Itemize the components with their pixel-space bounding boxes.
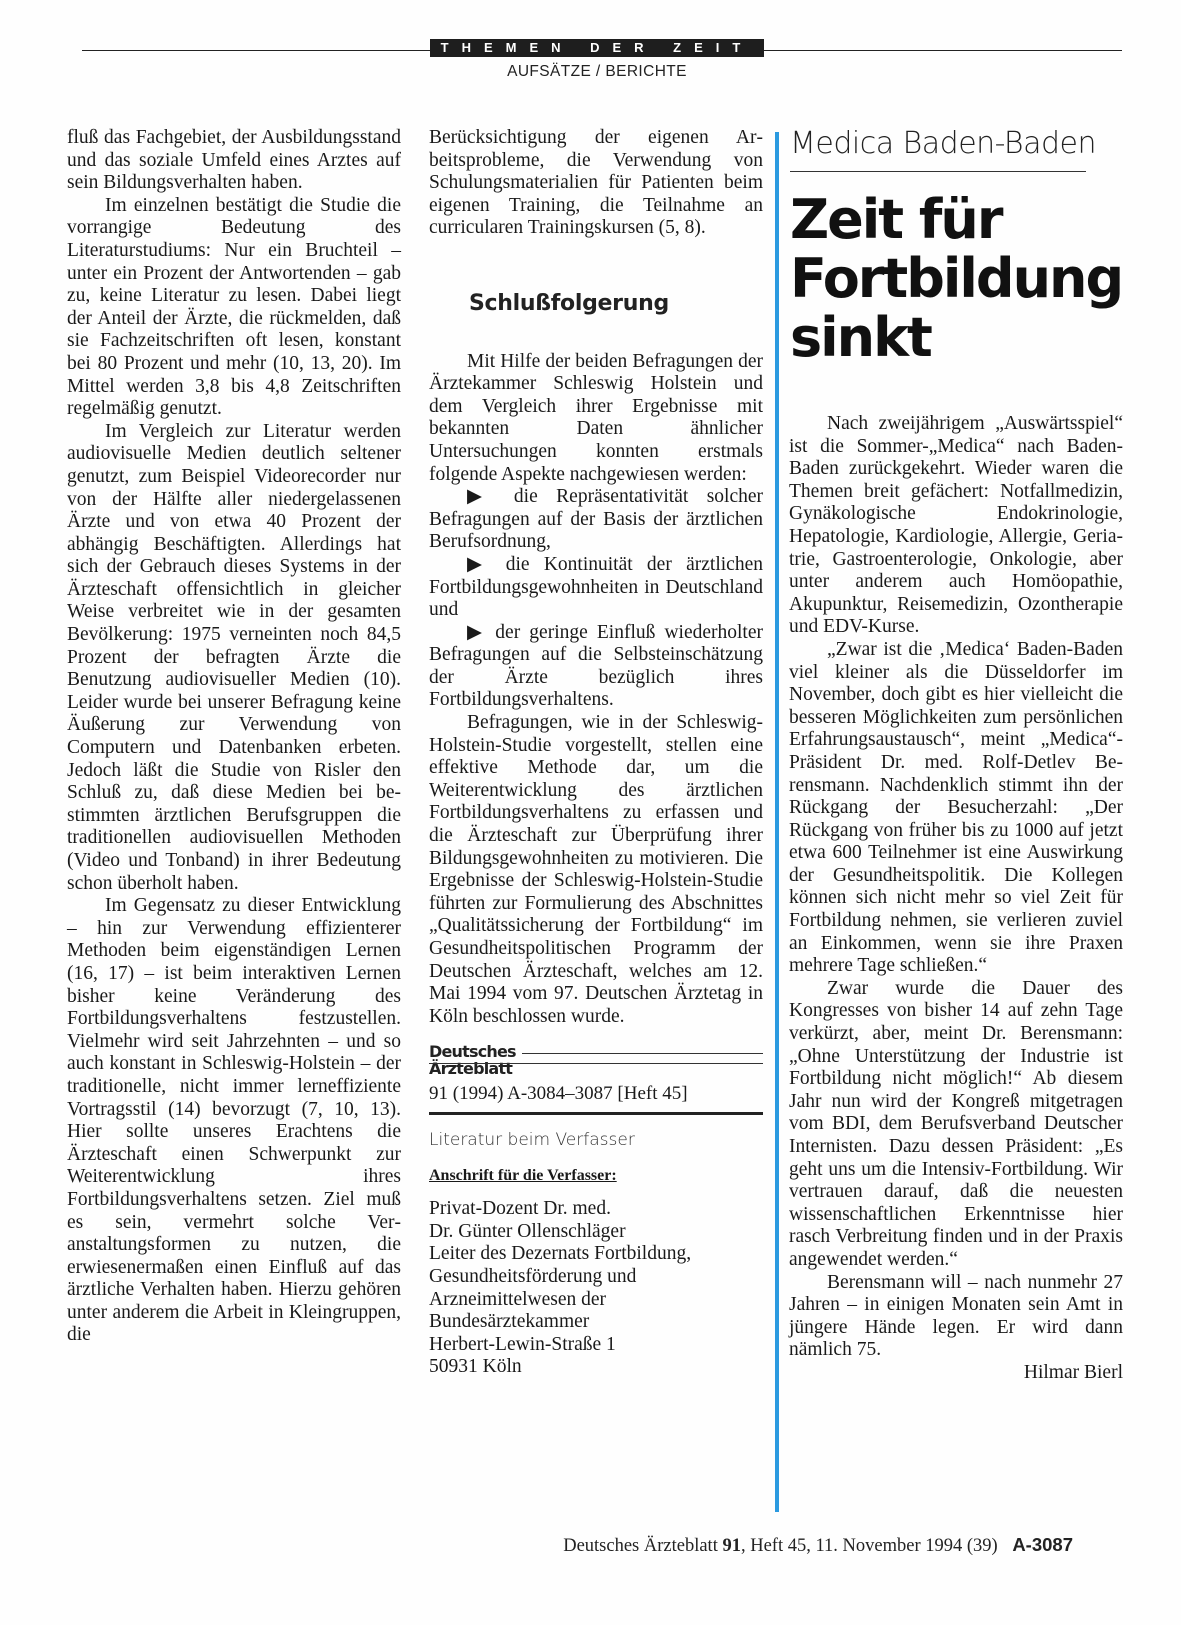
paragraph: Mit Hilfe der beiden Befragungen der Ärztekammer Schleswig Holstein und dem Vergleich ihrer Ergebnisse mit bekannten Daten ähnlicher Untersuchungen konnten erstmals folgende Aspekte nachgewiesen werden: xyxy=(429,350,763,485)
address-block xyxy=(429,1198,763,1379)
address-heading: Anschrift für die Verfasser: xyxy=(429,1166,617,1184)
address-line: Arzneimittelwesen der xyxy=(429,1288,607,1310)
section-subtitle: AUFSÄTZE / BERICHTE xyxy=(507,63,687,80)
paragraph: Im Vergleich zur Literatur werden audiovisuelle Medien deutlich seltener genutzt, zum Beispiel Videorecorder nur von der Hälfte aller niedergelassenen Ärzte und von etwa 40 Prozent der abhängig Beschäftigten. Allerdings hat sich der Gebrauch dieses Systems in der Ärzteschaft offensichtlich in gleicher Weise verbreitet wie in der gesamten Bevölkerung: 1975 verneinten noch 84,5 Prozent der befragten Ärzte die Benutzung audiovisueller Medien (10). Leider wurde bei unserer Befragung keine Äußerung zur Verwendung von Computern und Datenbanken erbeten. Jedoch läßt die Studie von Risler den Schluß zu, daß diese Medien bei bestimmten ärztlichen Berufsgruppen die traditionellen audiovisuellen Methoden (Video und Tonband) in ihrer Bedeutung schon überholt haben. xyxy=(67,420,401,894)
section-heading: Schlußfolgerung xyxy=(469,290,669,316)
section-band: THEMEN DER ZEIT xyxy=(430,39,764,57)
footer-volume: 91 xyxy=(722,1536,741,1556)
column-3 xyxy=(789,413,1123,1385)
address-line: Bundesärztekammer xyxy=(429,1311,590,1333)
address-line: Dr. Günter Ollenschläger xyxy=(429,1220,626,1242)
paragraph: fluß das Fachgebiet, der Ausbildungsstand und das soziale Umfeld eines Arztes auf sein Bildungsverhalten haben. xyxy=(67,127,401,194)
paragraph: Berücksichtigung der eigenen Arbeitsprobleme, die Verwendung von Schulungsmaterialien für Patienten beim eigenen Training, die Teilnahme an curricularen Trainingskursen (5, 8). xyxy=(429,127,763,239)
column-2 xyxy=(429,127,763,1379)
headline-line: Fortbildung xyxy=(790,247,1123,310)
bullet-item: ▶ die Kontinuität der ärztlichen Fortbildungsgewohnheiten in Deutschland und xyxy=(429,553,763,621)
page-number: A-3087 xyxy=(1012,1534,1073,1555)
accent-bar xyxy=(775,132,779,1512)
page-footer xyxy=(563,1534,1073,1557)
logo-rule xyxy=(429,1063,763,1064)
logo-rule xyxy=(522,1053,763,1054)
footer-issue: , Heft 45, 11. November 1994 (39) xyxy=(740,1536,998,1556)
logo-line: Ärzteblatt xyxy=(429,1059,513,1079)
headline-line: Zeit für xyxy=(790,188,1002,251)
paragraph: Nach zweijährigem „Auswärtsspiel“ ist die Sommer-„Medica“ nach Baden-Baden zurückgekehrt. Wieder waren die Themen breit gefächert: Notfallmedizin, Gynäkologische Endokrinologie, Hepatologie, Kardiologie, Allergie, Geriatrie, Gastroenterologie, Onkologie, aber unter anderem auch Homöopathie, Akupunktur, Reisemedizin, Ozontherapie und EDV-Kurse. xyxy=(789,413,1123,638)
journal-logo xyxy=(429,1043,763,1077)
article-kicker: Medica Baden-Baden xyxy=(790,126,1096,161)
article-headline xyxy=(790,190,1130,367)
footer-journal: Deutsches Ärzteblatt xyxy=(563,1536,718,1556)
literature-note: Literatur beim Verfasser xyxy=(429,1129,635,1150)
address-line: Privat-Dozent Dr. med. xyxy=(429,1198,611,1220)
paragraph: Befragungen, wie in der Schleswig-Holstein-Studie vorgestellt, stellen eine effektive Methode dar, um die Weiterentwicklung des ärztlichen Fortbildungsverhaltens zu erfassen und die Ärzteschaft zur Überprüfung ihrer Bildungsgewohnheiten zu motivieren. Die Ergebnisse der Schleswig-Holstein-Studie führten zur Formulierung des Abschnittes „Qualitätssicherung der Fortbildung“ im Gesundheitspolitischen Programm der Deutschen Ärzteschaft, welches am 12. Mai 1994 vom 97. Deutschen Ärztetag in Köln beschlossen wurde. xyxy=(429,712,763,1027)
paragraph: Berensmann will – nach nunmehr 27 Jahren – in einigen Monaten sein Amt in jüngere Hände legen. Er wird dann nämlich 75. xyxy=(789,1271,1123,1361)
bullet-item: ▶ der geringe Einfluß wiederholter Befragungen auf die Selbsteinschätzung der Ärzte bezüglich ihres Fortbildungsverhaltens. xyxy=(429,621,763,711)
paragraph: „Zwar ist die ‚Medica‘ Baden-Baden viel kleiner als die Düsseldorfer im November, doch gibt es hier vielleicht die besseren Möglichkeiten zum persönlichen Erfahrungsaustausch“, meint „Medica“-Präsident Dr. med. Rolf-Detlev Berensmann. Nachdenklich stimmt ihn der Rückgang der Besucherzahl: „Der Rückgang von früher bis zu 1000 auf jetzt etwa 600 Teilnehmer ist eine Auswirkung der Gesundheitspolitik. Die Kollegen können sich nicht mehr so viel Zeit für Fortbildung nehmen, sie verlieren zuviel an Einkommen, wenn sie ihre Praxen mehrere Tage schließen.“ xyxy=(789,638,1123,977)
paragraph: Im Gegensatz zu dieser Entwicklung – hin zur Verwendung effizienterer Methoden beim eigenständigen Lernen (16, 17) – ist beim interaktiven Lernen bisher keine Veränderung des Fortbildungsverhaltens festzustellen. Vielmehr wird seit Jahrzehnten – und so auch konstant in Schleswig-Holstein – der traditionelle, nicht immer lerneffiziente Vortragsstil (14) bevorzugt (7, 10, 13). Hier sollte unseres Erachtens die Ärzteschaft einen Schwerpunkt zur Weiterentwicklung ihres Fortbildungsverhaltens setzen. Ziel muß es sein, vermehrt solche Veranstaltungsformen zu nutzen, die erwiesenermaßen einen Einfluß auf das ärztliche Verhalten haben. Hierzu gehören unter anderem die Arbeit in Kleingruppen, die xyxy=(67,895,401,1346)
paragraph: Zwar wurde die Dauer des Kongresses von bisher 14 auf zehn Tage verkürzt, aber, meint Dr. Berensmann: „Ohne Unterstützung der Industrie ist Fortbildung nicht möglich!“ Ab diesem Jahr nun wird der Kongreß mitgetragen vom BDI, dem Berufsverband Deutscher Internisten. Dazu dessen Präsident: „Es geht uns um die Intensiv-Fortbildung. Wir vertrauen darauf, daß die neuesten wissenschaftlichen Erkenntnisse hier rasch Verbreitung finden und in der Praxis angewendet werden.“ xyxy=(789,977,1123,1270)
address-line: Herbert-Lewin-Straße 1 xyxy=(429,1333,616,1355)
kicker-rule xyxy=(790,171,1086,172)
bullet-item: ▶ die Repräsentativität solcher Befragungen auf der Basis der ärztlichen Berufsordnung, xyxy=(429,486,763,553)
citation: 91 (1994) A-3084–3087 [Heft 45] xyxy=(429,1083,688,1105)
column-1 xyxy=(67,127,401,1347)
address-line: Gesundheitsförderung und xyxy=(429,1265,637,1287)
paragraph: Im einzelnen bestätigt die Studie die vorrangige Bedeutung des Literaturstudiums: Nur ein Bruchteil – unter ein Prozent der Antwortenden – gab zu, keine Literatur zu lesen. Dabei liegt der Anteil der Ärzte, die rückmelden, daß sie Fachzeitschriften oft lesen, konstant bei 80 Prozent und mehr (10, 13, 20). Im Mittel werden 3,8 bis 4,8 Zeitschriften regelmäßig genutzt. xyxy=(67,194,401,420)
author-name: Hilmar Bierl xyxy=(1023,1361,1123,1383)
headline-line: sinkt xyxy=(790,306,931,369)
address-line: 50931 Köln xyxy=(429,1356,522,1378)
address-line: Leiter des Dezernats Fortbildung, xyxy=(429,1243,692,1265)
logo-line: Deutsches xyxy=(429,1042,516,1062)
divider xyxy=(429,1112,763,1115)
